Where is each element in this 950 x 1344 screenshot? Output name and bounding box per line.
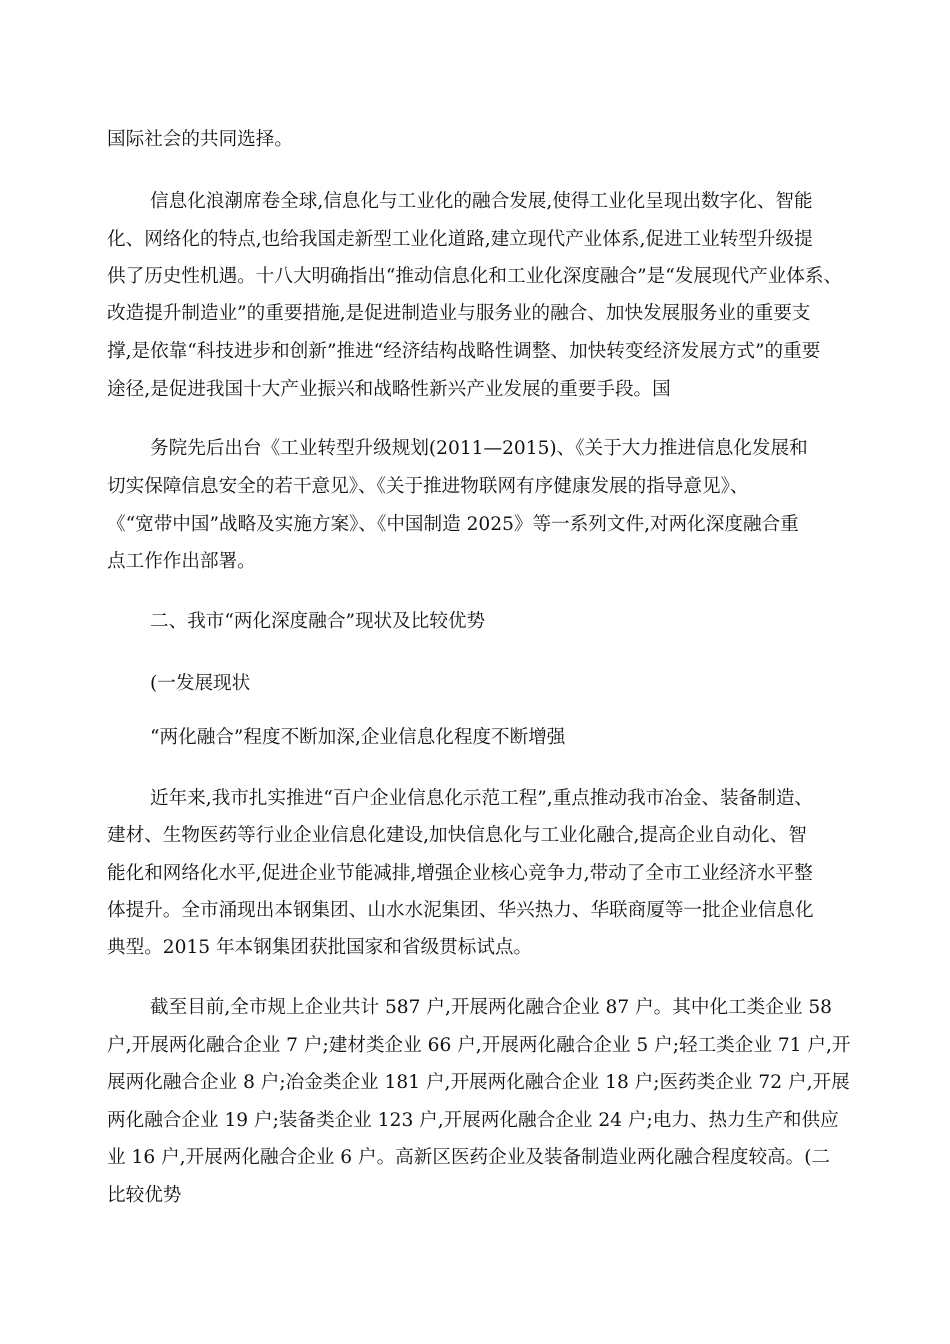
text-line: 途径,是促进我国十大产业振兴和战略性新兴产业发展的重要手段。国 xyxy=(107,379,671,400)
text-line: 比较优势 xyxy=(107,1185,182,1206)
text-line: 建材、生物医药等行业企业信息化建设,加快信息化与工业化融合,提高企业自动化、智 xyxy=(107,825,807,846)
text-line: 点工作作出部署。 xyxy=(107,551,256,572)
topic-heading: “两化融合”程度不断加深,企业信息化程度不断增强 xyxy=(150,727,566,748)
text-line: 典型。2015 年本钢集团获批国家和省级贯标试点。 xyxy=(107,937,533,958)
text-line: 信息化浪潮席卷全球,信息化与工业化的融合发展,使得工业化呈现出数字化、智能 xyxy=(150,191,813,212)
subsection-heading: (一发展现状 xyxy=(150,673,251,694)
text-line: 业 16 户,开展两化融合企业 6 户。高新区医药企业及装备制造业两化融合程度较高。(二 xyxy=(107,1147,831,1168)
text-line: 户,开展两化融合企业 7 户;建材类企业 66 户,开展两化融合企业 5 户;轻工类企业 71 户,开 xyxy=(107,1035,851,1056)
text-line: 改造提升制造业”的重要措施,是促进制造业与服务业的融合、加快发展服务业的重要支 xyxy=(107,303,811,324)
text-line: 近年来,我市扎实推进“百户企业信息化示范工程”,重点推动我市冶金、装备制造、 xyxy=(150,788,814,809)
text-line: 务院先后出台《工业转型升级规划(2011—2015)、《关于大力推进信息化发展和 xyxy=(150,438,808,459)
text-line: 撑,是依靠“科技进步和创新”推进“经济结构战略性调整、加快转变经济发展方式”的重要 xyxy=(107,341,821,362)
section-heading: 二、我市“两化深度融合”现状及比较优势 xyxy=(150,611,486,632)
text-line: 能化和网络化水平,促进企业节能减排,增强企业核心竞争力,带动了全市工业经济水平整 xyxy=(107,863,813,884)
text-line: 化、网络化的特点,也给我国走新型工业化道路,建立现代产业体系,促进工业转型升级提 xyxy=(107,229,813,250)
text-line: 《“宽带中国”战略及实施方案》、《中国制造 2025》等一系列文件,对两化深度融合重 xyxy=(107,514,799,535)
text-line: 体提升。全市涌现出本钢集团、山水水泥集团、华兴热力、华联商厦等一批企业信息化 xyxy=(107,900,814,921)
text-line: 截至目前,全市规上企业共计 587 户,开展两化融合企业 87 户。其中化工类企业 58 xyxy=(150,997,832,1018)
text-line: 国际社会的共同选择。 xyxy=(107,129,293,150)
text-line: 切实保障信息安全的若干意见》、《关于推进物联网有序健康发展的指导意见》、 xyxy=(107,476,749,497)
text-line: 展两化融合企业 8 户;冶金类企业 181 户,开展两化融合企业 18 户;医药类企业 72 户,开展 xyxy=(107,1072,850,1093)
text-line: 供了历史性机遇。十八大明确指出“推动信息化和工业化深度融合”是“发展现代产业体系、 xyxy=(107,266,843,287)
text-line: 两化融合企业 19 户;装备类企业 123 户,开展两化融合企业 24 户;电力、热力生产和供应 xyxy=(107,1110,839,1131)
